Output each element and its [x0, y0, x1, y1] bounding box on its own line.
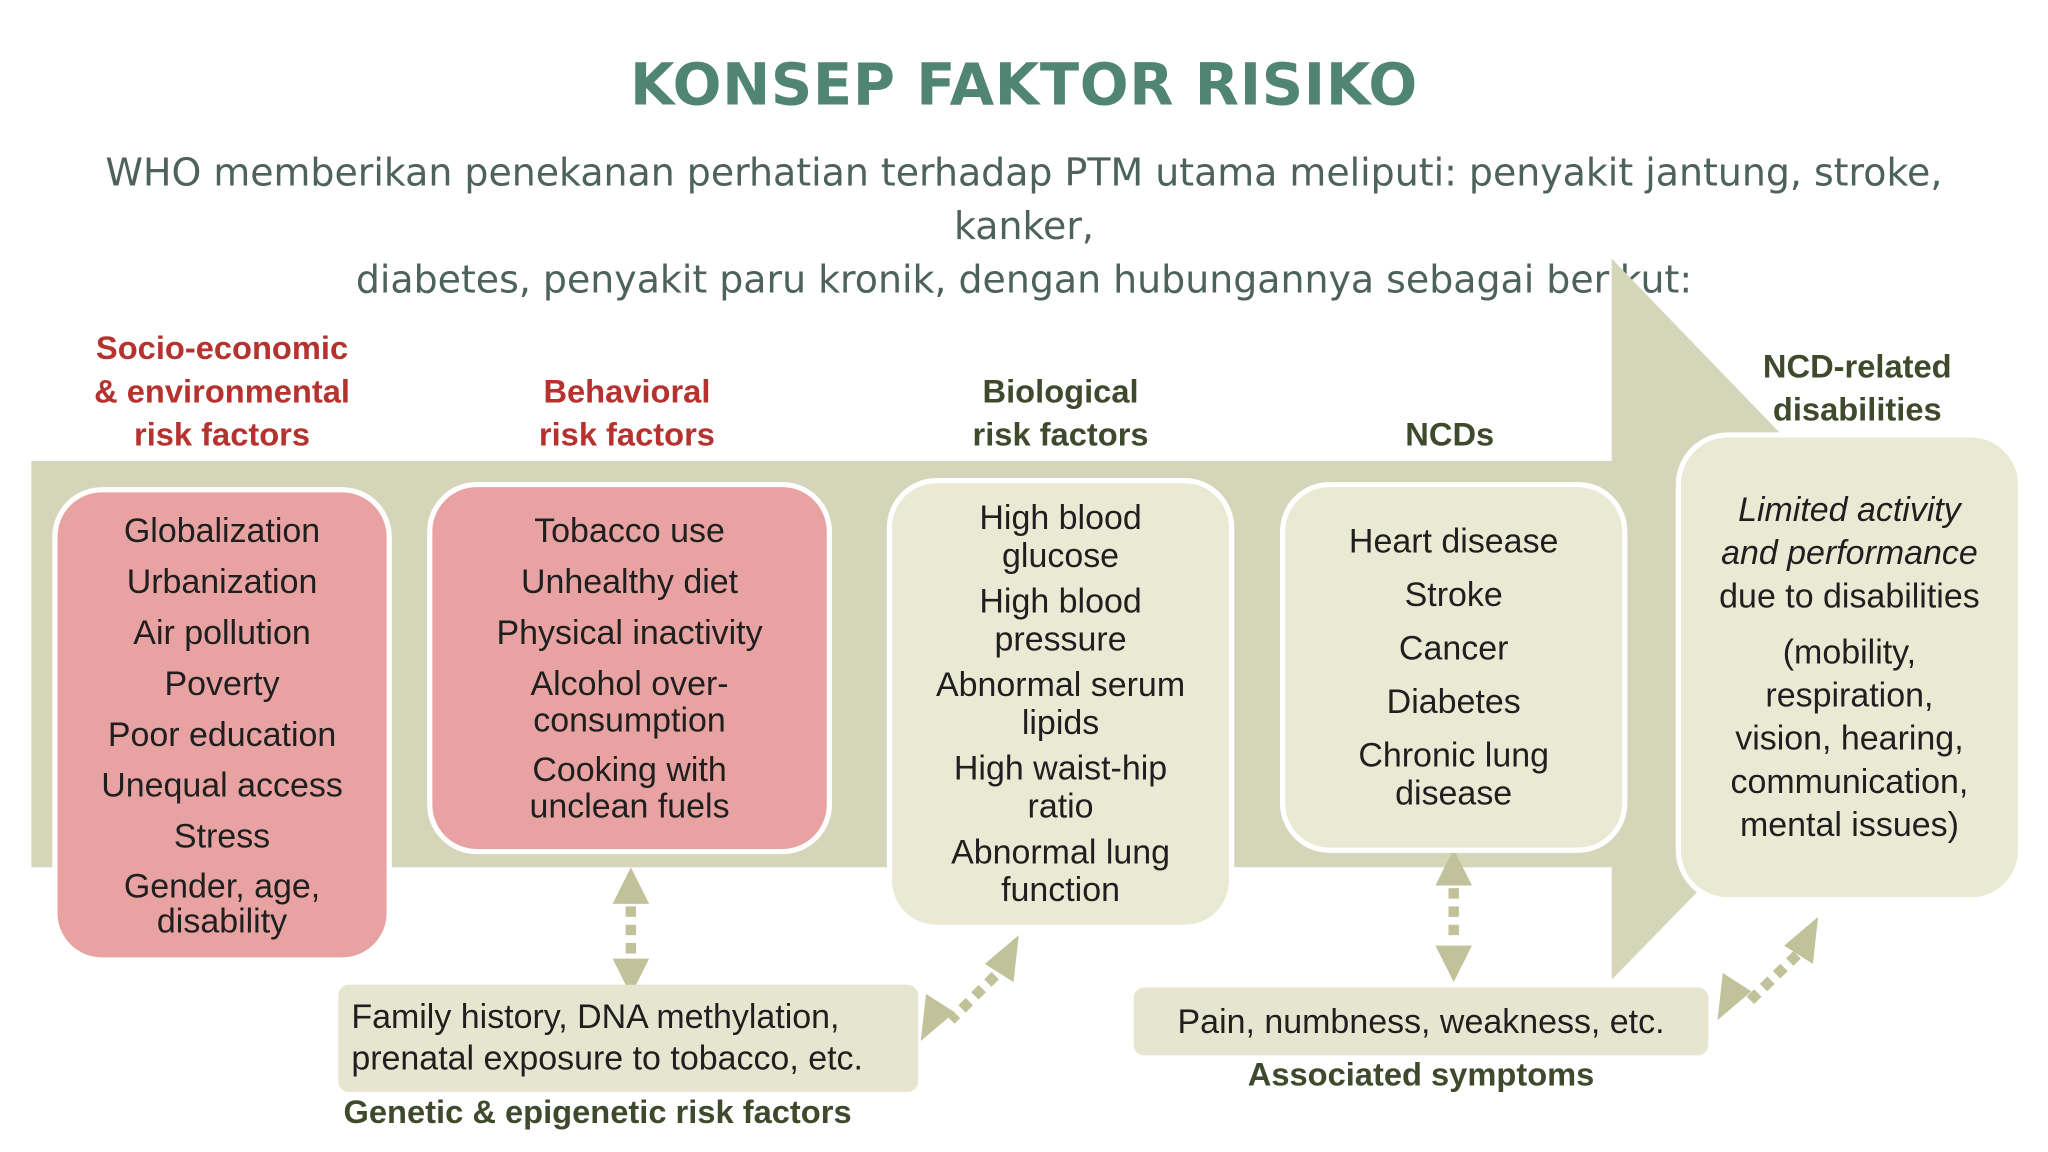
ncd-item: Cancer [1398, 628, 1509, 668]
ncd-item [1358, 737, 1549, 813]
risk-item: Poor education [107, 713, 337, 753]
header-line: risk factors [133, 416, 311, 454]
risk-item [954, 750, 1167, 826]
risk-item: Air pollution [133, 611, 311, 652]
risk-item-line: glucose [1002, 535, 1120, 575]
genetic-factors-box [338, 985, 918, 1092]
biological-box [887, 478, 1234, 930]
disability-italic-line: Limited activity [1738, 489, 1961, 529]
risk-item [123, 865, 321, 940]
header-line: risk factors [972, 416, 1149, 454]
disability-line: due to disabilities [1719, 575, 1980, 616]
risk-item-line: Alcohol over- [530, 663, 729, 703]
ncds-box [1280, 482, 1627, 853]
risk-item: Stress [173, 815, 271, 855]
risk-item [530, 665, 728, 738]
risk-item [529, 751, 729, 824]
risk-item-line: lipids [1021, 702, 1100, 742]
risk-item: Physical inactivity [496, 612, 763, 652]
behavioral-box [427, 482, 832, 854]
risk-item-line: Cooking with [532, 749, 727, 789]
ncd-item: Diabetes [1386, 681, 1521, 721]
risk-item: Unequal access [101, 764, 343, 804]
risk-item-line: Abnormal serum [935, 664, 1186, 704]
header-line: NCD-related [1762, 348, 1952, 386]
symptoms-label: Associated symptoms [1247, 1056, 1595, 1094]
header-ncds [1319, 414, 1580, 457]
risk-item: Globalization [123, 510, 321, 550]
risk-item [979, 583, 1141, 659]
disability-details [1731, 631, 1969, 847]
genetic-factors-line: Family history, DNA methylation, [351, 996, 840, 1036]
risk-item: Poverty [164, 662, 280, 703]
disability-italic-line: and performance [1721, 532, 1978, 573]
ncd-item: Heart disease [1348, 521, 1559, 561]
risk-item-line: consumption [533, 700, 726, 740]
risk-item-line: Abnormal lung [951, 831, 1171, 872]
header-line: disabilities [1772, 391, 1942, 429]
disability-detail-line: communication, [1730, 761, 1969, 801]
risk-item [951, 833, 1170, 909]
header-line: risk factors [538, 416, 715, 454]
risk-item-line: unclean fuels [529, 786, 730, 826]
genetic-factors-label: Genetic & epigenetic risk factors [343, 1094, 852, 1132]
risk-item [936, 666, 1185, 742]
risk-item-line: disability [156, 900, 288, 940]
connector-biological-genetic [921, 935, 1019, 1041]
disability-detail-line: vision, hearing, [1735, 718, 1964, 758]
header-line: & environmental [94, 373, 350, 411]
connector-disabilities-symptoms [1718, 917, 1819, 1020]
risk-item-line: High blood [979, 581, 1142, 621]
subtitle-line-2: diabetes, penyakit paru kronik, dengan hubungannya sebagai berikut: [355, 257, 1693, 302]
disability-detail-line: (mobility, [1782, 632, 1917, 672]
symptoms-text: Pain, numbness, weakness, etc. [1177, 1001, 1665, 1041]
risk-item [979, 499, 1141, 575]
disability-detail-line: mental issues) [1739, 804, 1959, 844]
connector-ncds-symptoms [1435, 849, 1472, 982]
header-socio-economic [52, 328, 392, 457]
risk-item-line: High waist-hip [953, 748, 1168, 788]
risk-item-line: function [1001, 869, 1121, 910]
risk-item: Urbanization [126, 560, 318, 601]
risk-item: Unhealthy diet [520, 561, 739, 601]
ncd-item: Stroke [1404, 574, 1503, 614]
header-biological [891, 371, 1231, 457]
disabilities-box [1676, 432, 2023, 902]
header-disabilities [1693, 346, 2022, 432]
risk-item-line: Gender, age, [123, 865, 321, 905]
header-line: NCDs [1405, 416, 1495, 454]
ncd-item-line: disease [1395, 773, 1513, 813]
header-line: Socio-economic [95, 330, 349, 368]
symptoms-box [1134, 987, 1709, 1055]
slide-title: KONSEP FAKTOR RISIKO [630, 52, 1418, 119]
risk-item: Tobacco use [534, 510, 725, 550]
disability-detail-line: respiration, [1765, 675, 1934, 715]
ncd-item-line: Chronic lung [1358, 735, 1550, 775]
subtitle-line-1: WHO memberikan penekanan perhatian terhadap PTM utama meliputi: penyakit jantung, stroke, kanker, [105, 150, 1943, 249]
genetic-factors-line: prenatal exposure to tobacco, etc. [351, 1038, 863, 1078]
risk-item-line: ratio [1027, 786, 1094, 826]
connector-behavioral-genetic [613, 867, 650, 995]
header-line: Biological [982, 373, 1139, 411]
header-line: Behavioral [543, 373, 711, 411]
risk-item-line: pressure [994, 619, 1127, 659]
socio-economic-box [52, 487, 392, 962]
header-behavioral [457, 371, 797, 457]
risk-item-line: High blood [979, 497, 1142, 537]
